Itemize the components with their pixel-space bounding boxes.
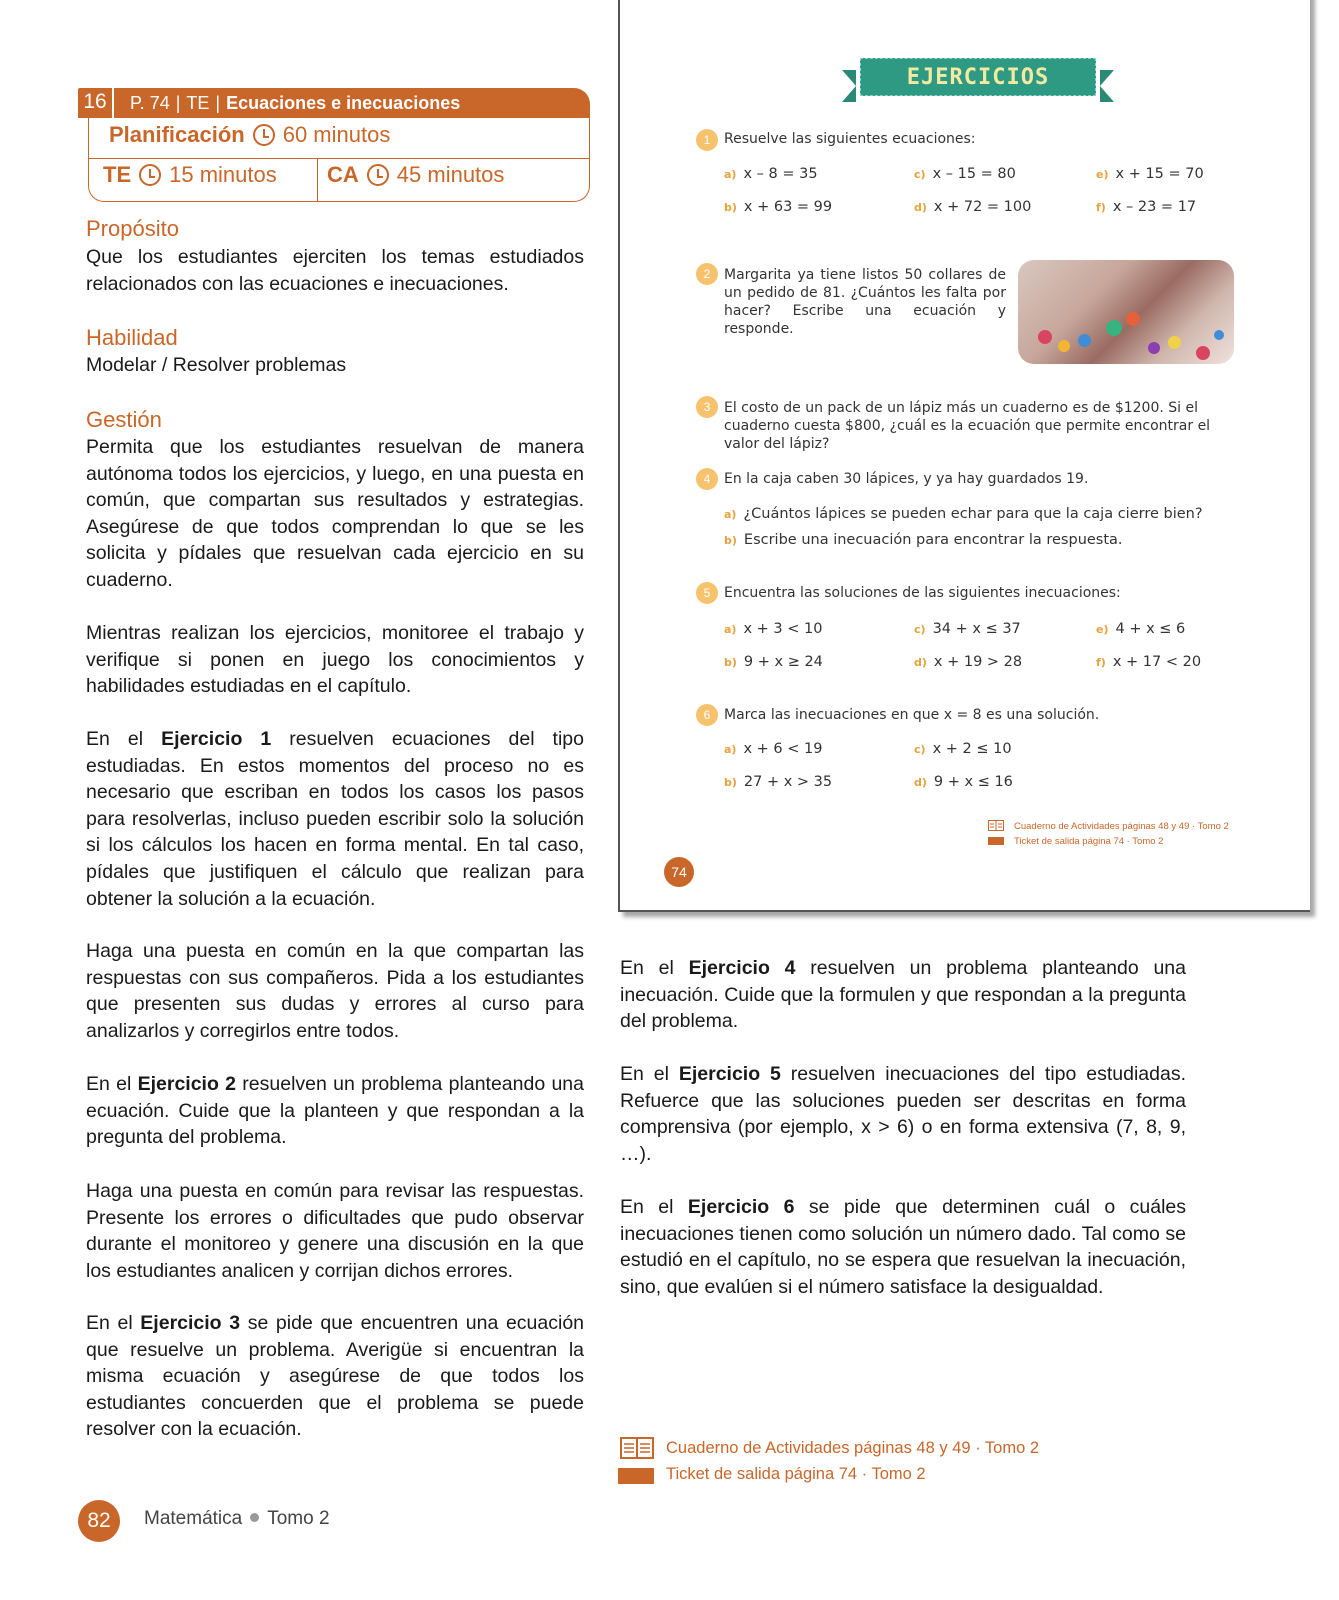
planning-total-time: 60 minutos [282,122,391,147]
right-paragraph-2 [620,1061,1186,1167]
exercise-6-item [724,774,832,790]
bead [1148,342,1160,354]
item-letter: c) [914,743,926,756]
gestion-paragraph-2: Mientras realizan los ejercicios, monitoree el trabajo y verifique si ponen en juego los conocimientos y habilidades estudiadas en el capítulo. [86,622,584,698]
bead [1126,312,1140,326]
item-letter: e) [1096,168,1109,181]
item-expr: 9 + x ≤ 16 [933,774,1013,790]
exercise-1-item [724,199,832,215]
item-expr: x + 2 ≤ 10 [932,741,1012,757]
bead [1168,336,1181,349]
item-letter: d) [914,201,927,214]
exercise-1-item [1096,166,1204,182]
student-page-number: 74 [664,857,694,887]
proposito-title: Propósito [86,216,179,241]
gestion-paragraph-5 [86,1071,584,1151]
item-expr: 4 + x ≤ 6 [1115,621,1186,637]
planning-box [88,118,590,202]
text-run: En el [86,1073,138,1095]
lesson-topic: Ecuaciones e inecuaciones [226,93,461,113]
bead [1106,320,1122,336]
item-expr: x + 3 < 10 [743,621,823,637]
bead [1214,330,1224,340]
item-letter: c) [914,623,926,636]
gestion-paragraph-7 [86,1310,584,1443]
page-ref: P. 74 [130,93,170,113]
te-label: TE [103,162,132,187]
exercise-4-text: En la caja caben 30 lápices, y ya hay guardados 19. [724,471,1089,487]
exercise-6-text: Marca las inecuaciones en que x = 8 es una solución. [724,707,1100,723]
mini-ref-cuaderno: Cuaderno de Actividades páginas 48 y 49 · Tomo 2 [1014,821,1229,832]
item-expr: 9 + x ≥ 24 [743,654,823,670]
item-letter: d) [914,656,927,669]
exercise-2-text: Margarita ya tiene listos 50 collares de un pedido de 81. ¿Cuántos les falta por hacer? Escribe una ecuación y responde. [724,267,1006,337]
planning-divider-vertical [317,158,318,201]
text-run: se pide que determinen cuál o cuáles inecuaciones tienen como solución un número dado. Tal como se estudió en el capítulo, no se espera que resuelvan la inecuación, sino, que evalúen si el número satisface la desigualdad. [620,1196,1186,1298]
habilidad-title: Habilidad [86,325,178,350]
bullet-icon [250,1513,259,1522]
exercise-ref: Ejercicio 2 [137,1073,237,1095]
text-run: En el [86,728,162,750]
proposito-text: Que los estudiantes ejerciten los temas estudiados relacionados con las ecuaciones e inecuaciones. [86,246,584,295]
ca-time: 45 minutos [396,162,505,187]
exercise-ref: Ejercicio 3 [140,1312,241,1334]
text-run: se pide que encuentren una ecuación que resuelve un problema. Averigüe si encuentran la misma ecuación y asegúrese de que todos los estudiantes concuerden que el problema se puede resolver con la ecuación. [86,1312,585,1441]
exercise-5-number: 5 [696,582,718,604]
exercise-5-item [1096,621,1185,637]
reference-ticket: Ticket de salida página 74 · Tomo 2 [666,1465,926,1483]
bead [1196,346,1210,360]
item-expr: x + 19 > 28 [933,654,1023,670]
exercise-5-item [724,654,823,670]
te-time: 15 minutos [169,162,277,187]
item-letter: f) [1096,656,1106,669]
item-expr: x + 72 = 100 [933,199,1032,215]
mini-ref-ticket: Ticket de salida página 74 · Tomo 2 [1014,836,1164,847]
ribbon-tail-left [842,70,856,102]
exercise-5-text: Encuentra las soluciones de las siguientes inecuaciones: [724,585,1121,601]
item-expr: 27 + x > 35 [743,774,833,790]
item-letter: b) [724,201,737,214]
item-letter: a) [724,623,737,636]
exercise-4-item [724,532,1123,548]
planning-ca [327,162,504,188]
footer-volume: Tomo 2 [267,1508,330,1529]
ticket-icon [988,837,1004,845]
planning-te [103,162,277,188]
lesson-meta: P. 74 | TE | Ecuaciones e inecuaciones [130,93,461,113]
ca-label: CA [327,162,359,187]
lesson-type: TE [186,93,210,113]
bead [1058,340,1070,352]
habilidad-text: Modelar / Resolver problemas [86,354,347,376]
student-page-preview [618,0,1310,912]
exercise-ref: Ejercicio 1 [161,728,272,750]
planning-label: Planificación [109,122,245,147]
reference-cuaderno: Cuaderno de Actividades páginas 48 y 49 · Tomo 2 [666,1439,1040,1457]
book-icon [620,1437,654,1459]
ribbon-tail-right [1100,70,1114,102]
exercise-3-number: 3 [696,396,718,418]
right-paragraph-3 [620,1194,1186,1300]
item-expr: x + 63 = 99 [743,199,833,215]
item-expr: x + 6 < 19 [743,741,823,757]
item-expr: x – 8 = 35 [743,166,818,182]
bead [1038,330,1052,344]
item-letter: b) [724,534,737,547]
exercise-ref: Ejercicio 5 [678,1063,781,1085]
item-letter: d) [914,776,927,789]
item-expr: x – 15 = 80 [932,166,1016,182]
item-letter: b) [724,776,737,789]
text-run: resuelven inecuaciones del tipo estudiadas. Refuerce que las soluciones pueden ser descritas en forma comprensiva (por ejemplo, x > 6) o en forma extensiva (7, 8, 9, …). [620,1063,1186,1165]
text-run: resuelven un problema planteando una ecuación. Cuide que la planteen y que respondan a la pregunta del problema. [86,1073,584,1149]
item-letter: b) [724,656,737,669]
clock-icon [253,124,275,146]
gestion-title: Gestión [86,407,162,432]
item-expr: x – 23 = 17 [1112,199,1197,215]
exercise-5-item [724,621,822,637]
exercise-4-number: 4 [696,468,718,490]
exercise-1-item [724,166,818,182]
item-letter: a) [724,508,737,521]
exercise-5-item [914,654,1022,670]
book-icon [988,820,1004,831]
planning-divider [89,158,589,159]
exercise-1-item [914,166,1016,182]
exercise-ref: Ejercicio 4 [688,957,796,979]
gestion-paragraph-3 [86,726,584,912]
item-letter: e) [1096,623,1109,636]
text-run: En el [620,957,689,979]
exercise-1-text: Resuelve las siguientes ecuaciones: [724,131,976,147]
exercise-2-number: 2 [696,263,718,285]
gestion-paragraph-6: Haga una puesta en común para revisar las respuestas. Presente los errores o dificultades que pudo observar durante el monitoreo y genere una discusión en la que los estudiantes analicen y corrijan dichos errores. [86,1180,584,1282]
exercises-banner [848,58,1108,102]
gestion-paragraph-4: Haga una puesta en común en la que compartan las respuestas con sus compañeros. Pida a los estudiantes que presenten sus dudas y errores al curso para analizarlos y corregirlos entre todos. [86,940,584,1042]
text-run: En el [620,1196,688,1218]
clock-icon [367,164,389,186]
footer-subject: Matemática [144,1508,243,1529]
exercise-5-item [1096,654,1201,670]
item-expr: 34 + x ≤ 37 [932,621,1021,637]
planning-total [109,122,390,148]
exercise-6-item [914,741,1012,757]
exercise-1-number: 1 [696,129,718,151]
lesson-number: 16 [78,88,114,118]
exercise-5-item [914,621,1021,637]
item-letter: f) [1096,201,1106,214]
item-expr: Escribe una inecuación para encontrar la respuesta. [743,532,1123,548]
ticket-icon [618,1468,654,1484]
exercise-ref: Ejercicio 6 [687,1196,795,1218]
exercise-1-item [1096,199,1196,215]
lesson-header-tab [78,88,590,118]
exercises-banner-label: EJERCICIOS [860,58,1096,96]
item-expr: x + 17 < 20 [1112,654,1202,670]
exercise-6-item [914,774,1013,790]
exercise-3-text: El costo de un pack de un lápiz más un cuaderno es de $1200. Si el cuaderno cuesta $800, ¿cuál es la ecuación que permite encontrar el valor del lápiz? [724,400,1211,452]
beads-photo [1018,260,1234,364]
exercise-6-item [724,741,822,757]
text-run: resuelven ecuaciones del tipo estudiadas. En estos momentos del proceso no es necesario que escriban en todos los casos los pasos para resolverlas, incluso pueden escribir solo la solución si los cálculos los hacen en forma mental. En tal caso, pídales que justifiquen el cálculo que realizan para obtener la solución a la ecuación. [86,728,584,910]
item-letter: a) [724,743,737,756]
text-run: En el [86,1312,141,1334]
item-expr: ¿Cuántos lápices se pueden echar para que la caja cierre bien? [743,506,1203,522]
item-expr: x + 15 = 70 [1115,166,1204,182]
footer-label [144,1508,330,1530]
page-number: 82 [78,1500,120,1542]
exercise-6-number: 6 [696,704,718,726]
item-letter: c) [914,168,926,181]
exercise-4-item [724,506,1203,522]
item-letter: a) [724,168,737,181]
gestion-paragraph-1: Permita que los estudiantes resuelvan de manera autónoma todos los ejercicios, y luego, en una puesta en común, que compartan sus resultados y estrategias. Asegúrese de que todos comprendan lo que se les solicita y pídales que resuelvan cada ejercicio en su cuaderno. [86,436,584,591]
text-run: En el [620,1063,679,1085]
clock-icon [139,164,161,186]
right-paragraph-1 [620,955,1186,1035]
exercise-1-item [914,199,1031,215]
text-run: resuelven un problema planteando una inecuación. Cuide que la formulen y que respondan a la pregunta del problema. [620,957,1186,1033]
bead [1078,334,1091,347]
